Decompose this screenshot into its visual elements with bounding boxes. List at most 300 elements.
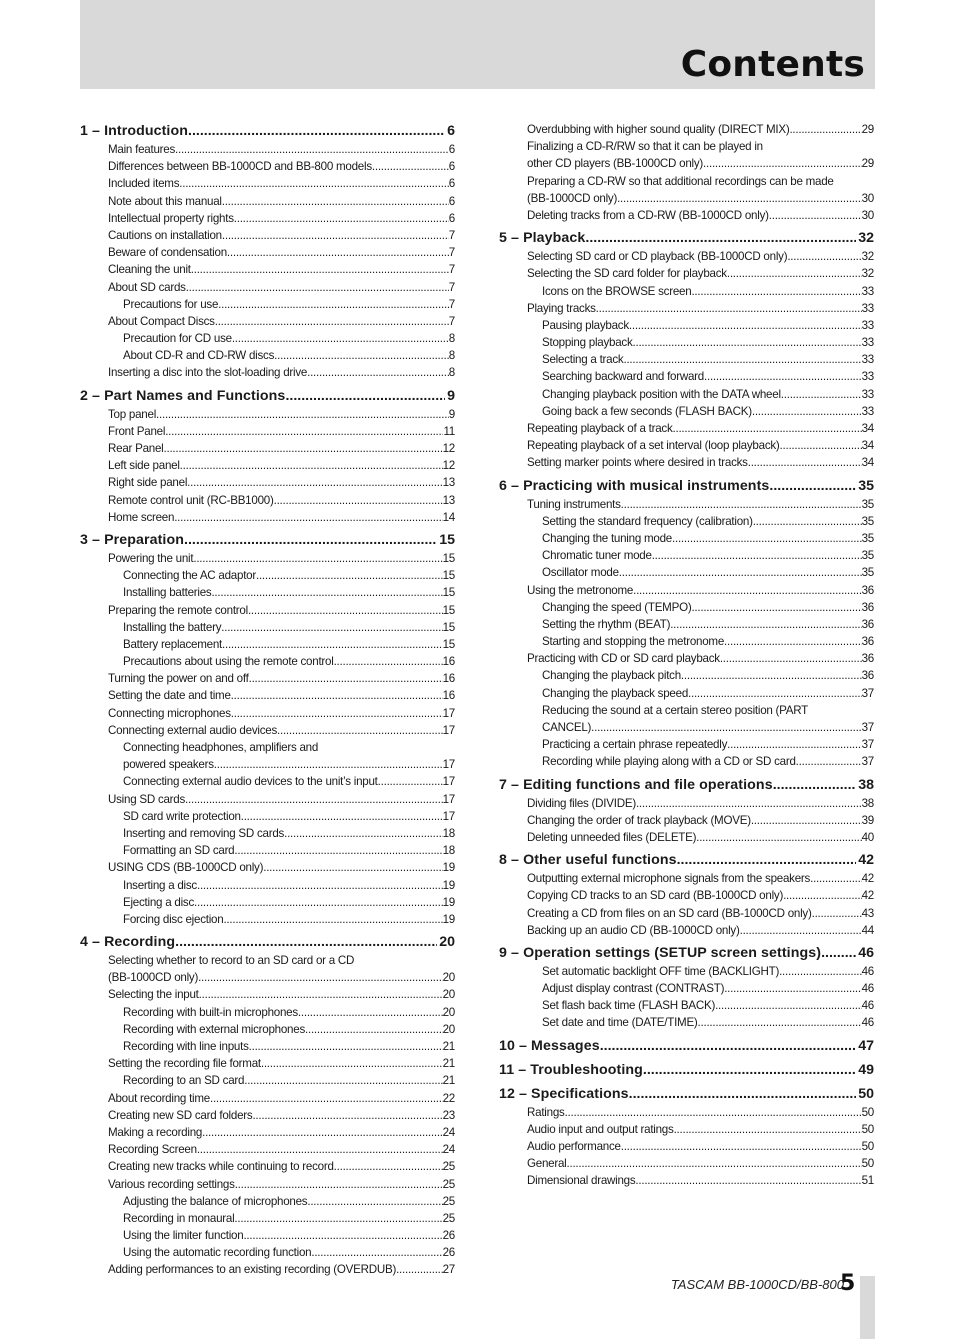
dot-leader: [378, 773, 443, 790]
toc-entry-title: Installing batteries: [123, 586, 212, 600]
toc-entry[interactable]: [499, 887, 874, 904]
toc-page-number: 21: [442, 1074, 455, 1088]
toc-entry[interactable]: [499, 1014, 874, 1031]
toc-entry[interactable]: [80, 244, 455, 261]
toc-page-number: 50: [861, 1140, 874, 1153]
dot-leader: [249, 670, 443, 687]
dot-leader: [636, 795, 862, 812]
toc-chapter[interactable]: [499, 1036, 874, 1056]
toc-entry[interactable]: [80, 1124, 455, 1141]
toc-entry-title: Repeating playback of a set interval (loop playback): [527, 439, 780, 453]
toc-page-number: 11: [443, 424, 455, 438]
toc-page-number: 35: [861, 566, 874, 580]
dot-leader: [311, 1244, 442, 1261]
toc-entry[interactable]: [80, 1261, 455, 1278]
toc-entry[interactable]: [80, 636, 455, 653]
toc-entry-title: Home screen: [108, 510, 175, 524]
toc-entry[interactable]: [80, 1141, 455, 1158]
toc-page-number: 15: [442, 586, 455, 600]
toc-entry[interactable]: [80, 877, 455, 894]
toc-entry-title: Included items: [108, 177, 180, 191]
toc-entry-title: Backing up an audio CD (BB-1000CD only): [527, 923, 740, 937]
toc-entry[interactable]: [499, 1104, 874, 1121]
toc-entry-title: 11 – Troubleshooting: [499, 1061, 643, 1078]
toc-entry-title: 2 – Part Names and Functions: [80, 387, 286, 404]
toc-entry-title: 3 – Preparation: [80, 531, 185, 548]
dot-leader: [633, 334, 862, 351]
toc-entry-title: Creating new tracks while continuing to record: [108, 1160, 334, 1174]
toc-entry[interactable]: [80, 808, 455, 825]
dot-leader: [783, 887, 862, 904]
toc-entry-title: Using SD cards: [108, 792, 186, 806]
dot-leader: [261, 1055, 443, 1072]
dot-leader: [210, 1090, 443, 1107]
dot-leader: [234, 1210, 442, 1227]
dot-leader: [372, 158, 449, 175]
toc-entry-title: Recording with external microphones: [123, 1022, 305, 1036]
dot-leader: [621, 1138, 862, 1155]
toc-entry[interactable]: [499, 317, 874, 334]
toc-chapter[interactable]: [499, 476, 874, 496]
toc-entry[interactable]: [499, 496, 874, 513]
toc-entry-title: Adjusting the balance of microphones: [123, 1194, 308, 1208]
dot-leader: [285, 386, 445, 406]
toc-entry[interactable]: [80, 1072, 455, 1089]
dot-leader: [334, 653, 443, 670]
toc-entry[interactable]: [499, 599, 874, 616]
toc-entry[interactable]: [80, 457, 455, 474]
toc-entry-title: Connecting the AC adaptor: [123, 569, 256, 583]
toc-page-number: 25: [442, 1160, 455, 1174]
toc-entry-title: Setting the recording file format: [108, 1057, 261, 1071]
toc-entry[interactable]: [499, 582, 874, 599]
dot-leader: [596, 300, 862, 317]
toc-entry[interactable]: [499, 905, 874, 922]
toc-entry-title: 7 – Editing functions and file operations: [499, 776, 773, 793]
toc-entry[interactable]: [499, 1138, 874, 1155]
toc-entry[interactable]: [80, 619, 455, 636]
toc-entry[interactable]: [499, 564, 874, 581]
page-number: 5: [840, 1271, 856, 1296]
toc-entry[interactable]: [499, 190, 874, 207]
dot-leader: [274, 492, 443, 509]
toc-entry-title: Starting and stopping the metronome: [542, 635, 725, 649]
toc-entry[interactable]: [499, 248, 874, 265]
toc-page-number: 37: [861, 686, 874, 700]
toc-entry-title: 1 – Introduction: [80, 123, 189, 139]
toc-chapter[interactable]: [80, 932, 455, 952]
toc-page-number: 24: [442, 1143, 455, 1157]
toc-page-number: 16: [442, 689, 455, 703]
dot-leader: [194, 894, 443, 911]
toc-page-number: 25: [442, 1177, 455, 1191]
toc-entry-title: (BB-1000CD only): [527, 191, 618, 205]
toc-entry[interactable]: [80, 825, 455, 842]
toc-entry[interactable]: [80, 440, 455, 457]
dot-leader: [191, 261, 449, 278]
toc-page-number: 39: [861, 813, 874, 827]
toc-entry[interactable]: [80, 1004, 455, 1021]
toc-entry-title: 4 – Recording: [80, 934, 176, 951]
toc-page-number: 29: [861, 157, 874, 171]
toc-entry[interactable]: [80, 1055, 455, 1072]
toc-page-number: 6: [448, 143, 455, 156]
toc-page-number: 36: [861, 617, 874, 631]
toc-entry[interactable]: [499, 265, 874, 282]
toc-page-number: 18: [442, 844, 455, 858]
toc-entry[interactable]: [80, 1176, 455, 1193]
toc-entry-title: Recording with line inputs: [123, 1040, 249, 1053]
dot-leader: [284, 825, 443, 842]
dot-leader: [753, 513, 862, 530]
toc-page-number: 33: [861, 336, 874, 350]
toc-page-number: 7: [448, 280, 455, 294]
toc-page-number: 7: [448, 246, 455, 260]
toc-entry-title[interactable]: Preparing a CD-RW so that additional recordings can be made: [527, 174, 834, 188]
toc-entry[interactable]: [80, 474, 455, 491]
toc-entry-title: Changing the speed (TEMPO): [542, 600, 692, 614]
toc-entry-title: Using the limiter function: [123, 1229, 244, 1243]
toc-entry[interactable]: [499, 795, 874, 812]
toc-page-number: 19: [442, 912, 455, 926]
dot-leader: [235, 1176, 443, 1193]
toc-entry-title: Changing playback position with the DATA wheel: [542, 387, 781, 401]
toc-entry[interactable]: [80, 1158, 455, 1175]
toc-entry-title: Ratings: [527, 1105, 565, 1119]
toc-entry[interactable]: [80, 509, 455, 526]
toc-entry[interactable]: [499, 437, 874, 454]
toc-entry[interactable]: [80, 1038, 455, 1055]
dot-leader: [629, 317, 862, 334]
toc-entry-title: Front Panel: [108, 424, 166, 438]
toc-page-number: 15: [442, 637, 455, 651]
toc-page-number: 50: [858, 1085, 874, 1102]
toc-page-number: 36: [861, 600, 874, 614]
toc-entry-title: General: [527, 1157, 567, 1171]
toc-page-number: 46: [861, 982, 874, 996]
dot-leader: [670, 616, 861, 633]
toc-entry[interactable]: [499, 530, 874, 547]
toc-entry[interactable]: [80, 705, 455, 722]
toc-entry[interactable]: [80, 670, 455, 687]
toc-entry[interactable]: [80, 175, 455, 192]
toc-entry[interactable]: [80, 722, 455, 739]
toc-entry-title: Left side panel: [108, 459, 180, 473]
toc-page-number: 49: [858, 1061, 874, 1078]
toc-entry[interactable]: [499, 386, 874, 403]
toc-entry[interactable]: [499, 922, 874, 939]
toc-entry[interactable]: [499, 633, 874, 650]
dot-leader: [277, 722, 443, 739]
dot-leader: [180, 457, 443, 474]
toc-page-number: 17: [442, 723, 455, 737]
dot-leader: [623, 351, 861, 368]
toc-page-number: 17: [442, 809, 455, 823]
dot-leader: [263, 859, 442, 876]
toc-entry[interactable]: [80, 210, 455, 227]
toc-entry[interactable]: [80, 158, 455, 175]
toc-entry[interactable]: [499, 334, 874, 351]
toc-entry-title: Turning the power on and off: [108, 672, 249, 686]
toc-page-number: 22: [442, 1091, 455, 1105]
toc-page-number: 13: [442, 476, 455, 490]
toc-page-number: 36: [861, 652, 874, 666]
dot-leader: [780, 437, 862, 454]
dot-leader: [752, 403, 862, 420]
dot-leader: [674, 1121, 862, 1138]
toc-entry-title: USING CDS (BB-1000CD only): [108, 861, 264, 875]
toc-page-number: 7: [448, 314, 455, 328]
toc-entry[interactable]: [499, 685, 874, 702]
toc-entry[interactable]: [499, 454, 874, 471]
toc-entry-title: Outputting external microphone signals from the speakers: [527, 872, 811, 886]
toc-page-number: 12: [442, 442, 455, 455]
toc-entry[interactable]: [499, 616, 874, 633]
toc-entry[interactable]: [499, 1172, 874, 1189]
toc-entry[interactable]: [499, 963, 874, 980]
toc-entry[interactable]: [80, 602, 455, 619]
toc-entry[interactable]: [80, 141, 455, 158]
dot-leader: [673, 420, 862, 437]
toc-entry[interactable]: [499, 736, 874, 753]
toc-entry-title: Setting the rhythm (BEAT): [542, 617, 671, 631]
toc-entry[interactable]: [80, 1227, 455, 1244]
dot-leader: [787, 248, 861, 265]
toc-entry-title[interactable]: Reducing the sound at a certain stereo position (PART: [542, 703, 809, 717]
toc-page-number: 32: [861, 267, 874, 281]
toc-chapter[interactable]: [499, 850, 874, 870]
toc-entry-title[interactable]: Connecting headphones, amplifiers and: [123, 741, 319, 754]
toc-entry[interactable]: [80, 969, 455, 986]
toc-entry[interactable]: [499, 155, 874, 172]
toc-entry[interactable]: [80, 1244, 455, 1261]
toc-entry[interactable]: [499, 1155, 874, 1172]
toc-entry-title[interactable]: Selecting whether to record to an SD card or a CD: [108, 954, 355, 968]
dot-leader: [184, 530, 437, 550]
toc-page-number: 16: [442, 672, 455, 686]
page-title: Contents: [680, 44, 865, 85]
dot-leader: [156, 406, 449, 423]
toc-entry[interactable]: [80, 492, 455, 509]
toc-chapter[interactable]: [499, 775, 874, 795]
toc-entry[interactable]: [80, 653, 455, 670]
toc-entry-title: Set flash back time (FLASH BACK): [542, 999, 716, 1013]
toc-entry[interactable]: [80, 406, 455, 423]
toc-entry[interactable]: [499, 719, 874, 736]
dot-leader: [567, 1155, 862, 1172]
toc-page-number: 15: [439, 531, 455, 548]
toc-entry-title: Stopping playback: [542, 336, 633, 350]
toc-entry-title: Changing the tuning mode: [542, 531, 673, 545]
dot-leader: [672, 530, 862, 547]
toc-chapter[interactable]: [499, 1060, 874, 1080]
toc-page-number: 50: [861, 1122, 874, 1136]
toc-entry[interactable]: [80, 550, 455, 567]
toc-chapter[interactable]: [499, 1084, 874, 1104]
toc-entry[interactable]: [80, 687, 455, 704]
toc-entry[interactable]: [80, 364, 455, 381]
dot-leader: [298, 1004, 443, 1021]
toc-entry[interactable]: [499, 870, 874, 887]
toc-entry[interactable]: [80, 1021, 455, 1038]
toc-page-number: 24: [442, 1125, 455, 1139]
dot-leader: [165, 423, 443, 440]
dot-leader: [698, 1014, 862, 1031]
toc-entry[interactable]: [80, 1090, 455, 1107]
toc-entry[interactable]: [499, 351, 874, 368]
toc-entry[interactable]: [80, 423, 455, 440]
toc-entry[interactable]: [80, 227, 455, 244]
toc-entry[interactable]: [80, 859, 455, 876]
toc-page-number: 18: [442, 826, 455, 840]
toc-entry[interactable]: [499, 1121, 874, 1138]
toc-entry-title: About Compact Discs: [108, 314, 215, 328]
toc-page-number: 14: [442, 510, 455, 524]
toc-page-number: 33: [861, 370, 874, 384]
toc-chapter[interactable]: [80, 121, 455, 141]
toc-entry-title: Differences between BB-1000CD and BB-800 models: [108, 160, 372, 174]
dot-leader: [307, 1193, 442, 1210]
toc-entry-title: Note about this manual: [108, 194, 222, 208]
toc-entry-title: Changing the playback pitch: [542, 669, 681, 683]
toc-chapter[interactable]: [80, 530, 455, 550]
toc-page-number: 33: [861, 301, 874, 315]
toc-entry-title: Installing the battery: [123, 620, 222, 634]
toc-entry-title: Preparing the remote control: [108, 603, 248, 617]
toc-entry-title: 5 – Playback: [499, 230, 586, 247]
toc-entry-title: Beware of condensation: [108, 246, 227, 260]
toc-chapter[interactable]: [80, 386, 455, 406]
toc-page-number: 15: [442, 569, 455, 583]
toc-page-number: 17: [442, 706, 455, 720]
toc-page-number: 35: [858, 477, 874, 494]
toc-entry[interactable]: [80, 773, 455, 790]
toc-entry-title: Powering the unit: [108, 551, 194, 565]
dot-leader: [617, 190, 862, 207]
toc-page-number: 20: [442, 988, 455, 1002]
dot-leader: [231, 705, 443, 722]
toc-entry[interactable]: [499, 980, 874, 997]
toc-entry[interactable]: [499, 368, 874, 385]
toc-page-number: 17: [442, 775, 455, 789]
toc-entry[interactable]: [80, 330, 455, 347]
dot-leader: [781, 386, 862, 403]
toc-entry[interactable]: [499, 753, 874, 770]
toc-entry[interactable]: [80, 842, 455, 859]
toc-entry[interactable]: [80, 567, 455, 584]
toc-entry-title: Selecting the input: [108, 988, 199, 1002]
toc-entry[interactable]: [499, 667, 874, 684]
toc-entry-title: Set automatic backlight OFF time (BACKLIGHT): [542, 964, 780, 978]
toc-page-number: 38: [861, 796, 874, 810]
toc-entry-title: Audio input and output ratings: [527, 1122, 674, 1136]
toc-entry[interactable]: [80, 1193, 455, 1210]
dot-leader: [769, 476, 856, 496]
toc-entry-title: Main features: [108, 143, 175, 156]
toc-entry[interactable]: [499, 812, 874, 829]
toc-entry-title: (BB-1000CD only): [108, 971, 199, 985]
toc-entry[interactable]: [80, 1107, 455, 1124]
toc-entry[interactable]: [80, 756, 455, 773]
toc-entry[interactable]: [80, 894, 455, 911]
dot-leader: [199, 986, 443, 1003]
toc-chapter[interactable]: [499, 228, 874, 248]
dot-leader: [186, 279, 449, 296]
toc-entry[interactable]: [499, 829, 874, 846]
toc-page-number: 40: [861, 830, 874, 844]
dot-leader: [214, 756, 443, 773]
toc-entry[interactable]: [80, 193, 455, 210]
toc-chapter[interactable]: [499, 943, 874, 963]
toc-entry[interactable]: [80, 911, 455, 928]
toc-page-number: 35: [861, 549, 874, 563]
toc-page-number: 27: [442, 1263, 455, 1277]
toc-entry-title: Overdubbing with higher sound quality (DIRECT MIX): [527, 123, 790, 136]
toc-entry[interactable]: [499, 207, 874, 224]
toc-entry[interactable]: [499, 650, 874, 667]
dot-leader: [643, 1060, 856, 1080]
toc-entry[interactable]: [80, 1210, 455, 1227]
dot-leader: [243, 1227, 442, 1244]
toc-page-number: 37: [861, 755, 874, 769]
toc-entry-title: Right side panel: [108, 476, 188, 490]
toc-entry[interactable]: [80, 296, 455, 313]
toc-entry[interactable]: [80, 584, 455, 601]
toc-page-number: 6: [448, 177, 455, 191]
dot-leader: [174, 509, 442, 526]
toc-entry[interactable]: [499, 121, 874, 138]
dot-leader: [720, 650, 862, 667]
toc-entry-title: Inserting a disc: [123, 878, 197, 892]
toc-entry[interactable]: [80, 791, 455, 808]
toc-entry-title: Forcing disc ejection: [123, 912, 224, 926]
toc-entry[interactable]: [80, 261, 455, 278]
toc-entry[interactable]: [80, 986, 455, 1003]
dot-leader: [175, 141, 449, 158]
toc-page-number: 23: [442, 1108, 455, 1122]
dot-leader: [187, 474, 442, 491]
header-band: [80, 0, 875, 89]
toc-entry-title: Recording with built-in microphones: [123, 1005, 298, 1019]
toc-entry[interactable]: [499, 300, 874, 317]
toc-page-number: 34: [861, 456, 874, 470]
toc-entry[interactable]: [499, 420, 874, 437]
toc-page-number: 25: [442, 1211, 455, 1225]
toc-page-number: 37: [861, 721, 874, 734]
dot-leader: [231, 687, 443, 704]
toc-page-number: 20: [442, 1022, 455, 1036]
toc-entry-title[interactable]: Finalizing a CD-R/RW so that it can be played in: [527, 140, 763, 154]
toc-entry[interactable]: [80, 347, 455, 364]
toc-page-number: 33: [861, 318, 874, 332]
dot-leader: [769, 207, 862, 224]
toc-entry-title: Precautions about using the remote control: [123, 655, 334, 669]
toc-entry[interactable]: [499, 283, 874, 300]
toc-entry[interactable]: [80, 313, 455, 330]
toc-page-number: 30: [861, 191, 874, 205]
toc-entry[interactable]: [499, 547, 874, 564]
toc-entry[interactable]: [499, 513, 874, 530]
toc-entry-title: Inserting and removing SD cards: [123, 826, 285, 840]
toc-entry[interactable]: [80, 279, 455, 296]
dot-leader: [704, 368, 862, 385]
toc-page-number: 43: [861, 906, 874, 920]
dot-leader: [222, 193, 449, 210]
toc-entry[interactable]: [499, 403, 874, 420]
toc-entry[interactable]: [499, 997, 874, 1014]
toc-entry-title: Recording to an SD card: [123, 1074, 245, 1088]
toc-page-number: 6: [447, 123, 455, 139]
